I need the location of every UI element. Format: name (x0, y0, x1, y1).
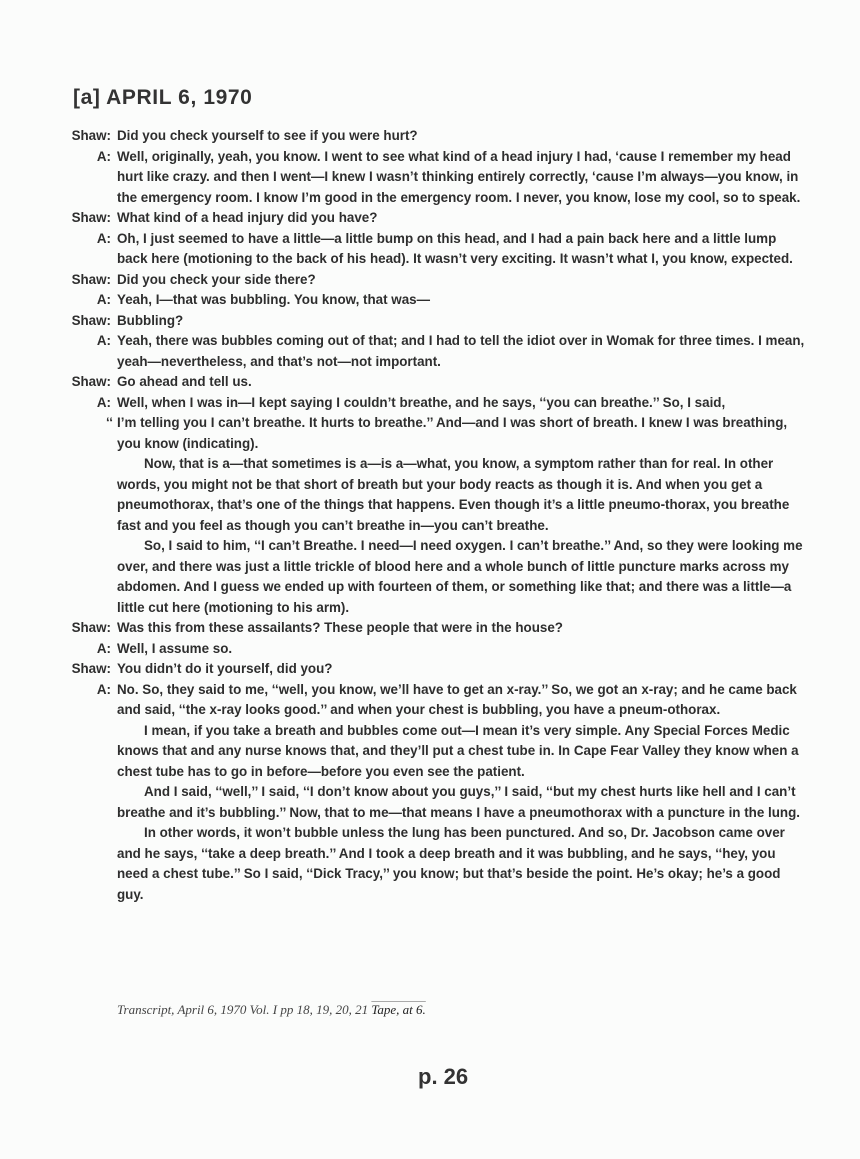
speech-paragraph: Well, when I was in—I kept saying I couldn’t breathe, and he says, ‘‘you can breathe.’’ So, I said, (117, 394, 726, 410)
speaker-label: Shaw: (71, 374, 111, 389)
speaker-label: Shaw: (71, 271, 111, 287)
speech-paragraph: Yeah, there was bubbles coming out of that; and I had to tell the idiot over in Womak for three times. I mean, yeah—nevertheless, and that’s not—not important. (117, 333, 805, 369)
transcript-turn (0, 126, 860, 147)
transcript-turn (0, 311, 860, 332)
speech-paragraph-text: I’m telling you I can’t breathe. It hurts to breathe.’’ And—and I was short of breath. I knew I was breathing, you know (indicating). (117, 415, 788, 451)
transcript-turn (0, 208, 860, 229)
page-title: [a] APRIL 6, 1970 (73, 86, 253, 110)
speaker-label: A: (96, 681, 111, 697)
speech-paragraph: Well, originally, yeah, you know. I went to see what kind of a head injury I had, ‘cause I remember my head hurt like crazy. and then I went—I knew I wasn’t thinking entirely correctly, ‘cause I’m always—you know, in the emergency room. I know I’m good in the emergency room. I never, you know, lose my cool, so to speak. (117, 148, 801, 205)
speech-paragraph: Oh, I just seemed to have a little—a little bump on this head, and I had a pain back here and a little lump back here (motioning to the back of his head). It wasn’t very exciting. It wasn’t what I, you know, expected. (117, 230, 793, 266)
speaker-label: A: (96, 292, 111, 307)
speaker-label: Shaw: (71, 128, 111, 143)
speech (117, 290, 807, 311)
speech-paragraph: Was this from these assailants? These people that were in the house? (117, 620, 563, 635)
speech (117, 270, 807, 291)
speech-paragraph: I mean, if you take a breath and bubbles come out—I mean it’s very simple. Any Special Forces Medic knows that and any nurse knows that, and they’ll put a chest tube in. In Cape Fear Valley they know when a chest tube has to go in before—before you even see the patient. (117, 722, 799, 779)
citation-text: Transcript, April 6, 1970 Vol. I pp 18, 19, 20, 21 (117, 1002, 369, 1017)
speaker-label: A: (96, 148, 111, 164)
transcript-turn (0, 147, 860, 209)
speech (117, 229, 807, 270)
speech-paragraph: So, I said to him, ‘‘I can’t Breathe. I need—I need oxygen. I can’t breathe.’’ And, so they were looking me over, and there was just a little trickle of blood here and a whole bunch of little puncture marks across my abdomen. And I guess we ended up with fourteen of them, or something like that; and there was a little—a little cut here (motioning to his arm). (117, 538, 803, 615)
speech-paragraph: You didn’t do it yourself, did you? (117, 661, 333, 676)
speech (117, 639, 807, 660)
open-quote-mark: ‘‘ (106, 415, 113, 430)
speech (117, 208, 807, 229)
source-citation (117, 1002, 426, 1018)
speech (117, 311, 807, 332)
speech-paragraph: Go ahead and tell us. (117, 374, 252, 389)
speech-paragraph: Now, that is a—that sometimes is a—is a—what, you know, a symptom rather than for real. In other words, you might not be that short of breath but your body reacts as though it is. And when you get a pneumothorax, that’s one of the things that happens. Even though it’s a little pneumo-thorax, you breathe fast and you feel as though you can’t breathe in—you can’t breathe. (117, 456, 790, 533)
speech (117, 659, 807, 680)
transcript-turn (0, 639, 860, 660)
speech-paragraph: And I said, ‘‘well,’’ I said, ‘‘I don’t know about you guys,’’ I said, ‘‘but my chest hurts like hell and I can’t breathe and it’s bubbling.’’ Now, that to me—that means I have a pneumothorax with a puncture in the lung. (117, 784, 800, 820)
transcript-turn (0, 618, 860, 639)
page-number: p. 26 (418, 1064, 469, 1089)
speech (117, 331, 807, 372)
speaker-label: Shaw: (71, 661, 111, 676)
transcript-turn (0, 270, 860, 291)
speech-paragraph: Did you check your side there? (117, 271, 316, 287)
speaker-label: Shaw: (71, 312, 111, 328)
speaker-label: A: (96, 394, 111, 410)
speech-paragraph: Well, I assume so. (117, 640, 233, 656)
speech (117, 680, 807, 906)
speech-paragraph: No. So, they said to me, ‘‘well, you know, we’ll have to get an x-ray.’’ So, we got an x-ray; and he came back and said, ‘‘the x-ray looks good.’’ and when your chest is bubbling, you have a pneum-othorax. (117, 681, 797, 717)
transcript (0, 126, 860, 905)
speaker-label: A: (96, 333, 111, 348)
speech (117, 147, 807, 209)
speaker-label: Shaw: (71, 210, 111, 225)
transcript-turn (0, 659, 860, 680)
speech (117, 126, 807, 147)
speech-paragraph: In other words, it won’t bubble unless the lung has been punctured. And so, Dr. Jacobson came over and he says, ‘‘take a deep breath.’’ And I took a deep breath and it was bubbling, and he says, ‘‘hey, you need a chest tube.’’ So I said, ‘‘Dick Tracy,’’ you know; but that’s beside the point. He’s okay; he’s a good guy. (117, 825, 785, 902)
transcript-turn (0, 680, 860, 906)
transcript-turn (0, 229, 860, 270)
citation-tape: Tape, at 6. (371, 1002, 426, 1017)
speaker-label: A: (96, 640, 111, 656)
transcript-turn (0, 331, 860, 372)
speech (106, 393, 807, 619)
speech (117, 372, 807, 393)
speech-paragraph (106, 413, 807, 454)
speech-paragraph: Bubbling? (117, 312, 184, 328)
transcript-turn (0, 393, 860, 619)
speech-paragraph: Did you check yourself to see if you were hurt? (117, 128, 418, 143)
speech (117, 618, 807, 639)
speaker-label: A: (96, 230, 111, 246)
speaker-label: Shaw: (71, 620, 111, 635)
transcript-turn (0, 290, 860, 311)
speech-paragraph: What kind of a head injury did you have? (117, 210, 378, 225)
speech-paragraph: Yeah, I—that was bubbling. You know, that was— (117, 292, 430, 307)
transcript-turn (0, 372, 860, 393)
